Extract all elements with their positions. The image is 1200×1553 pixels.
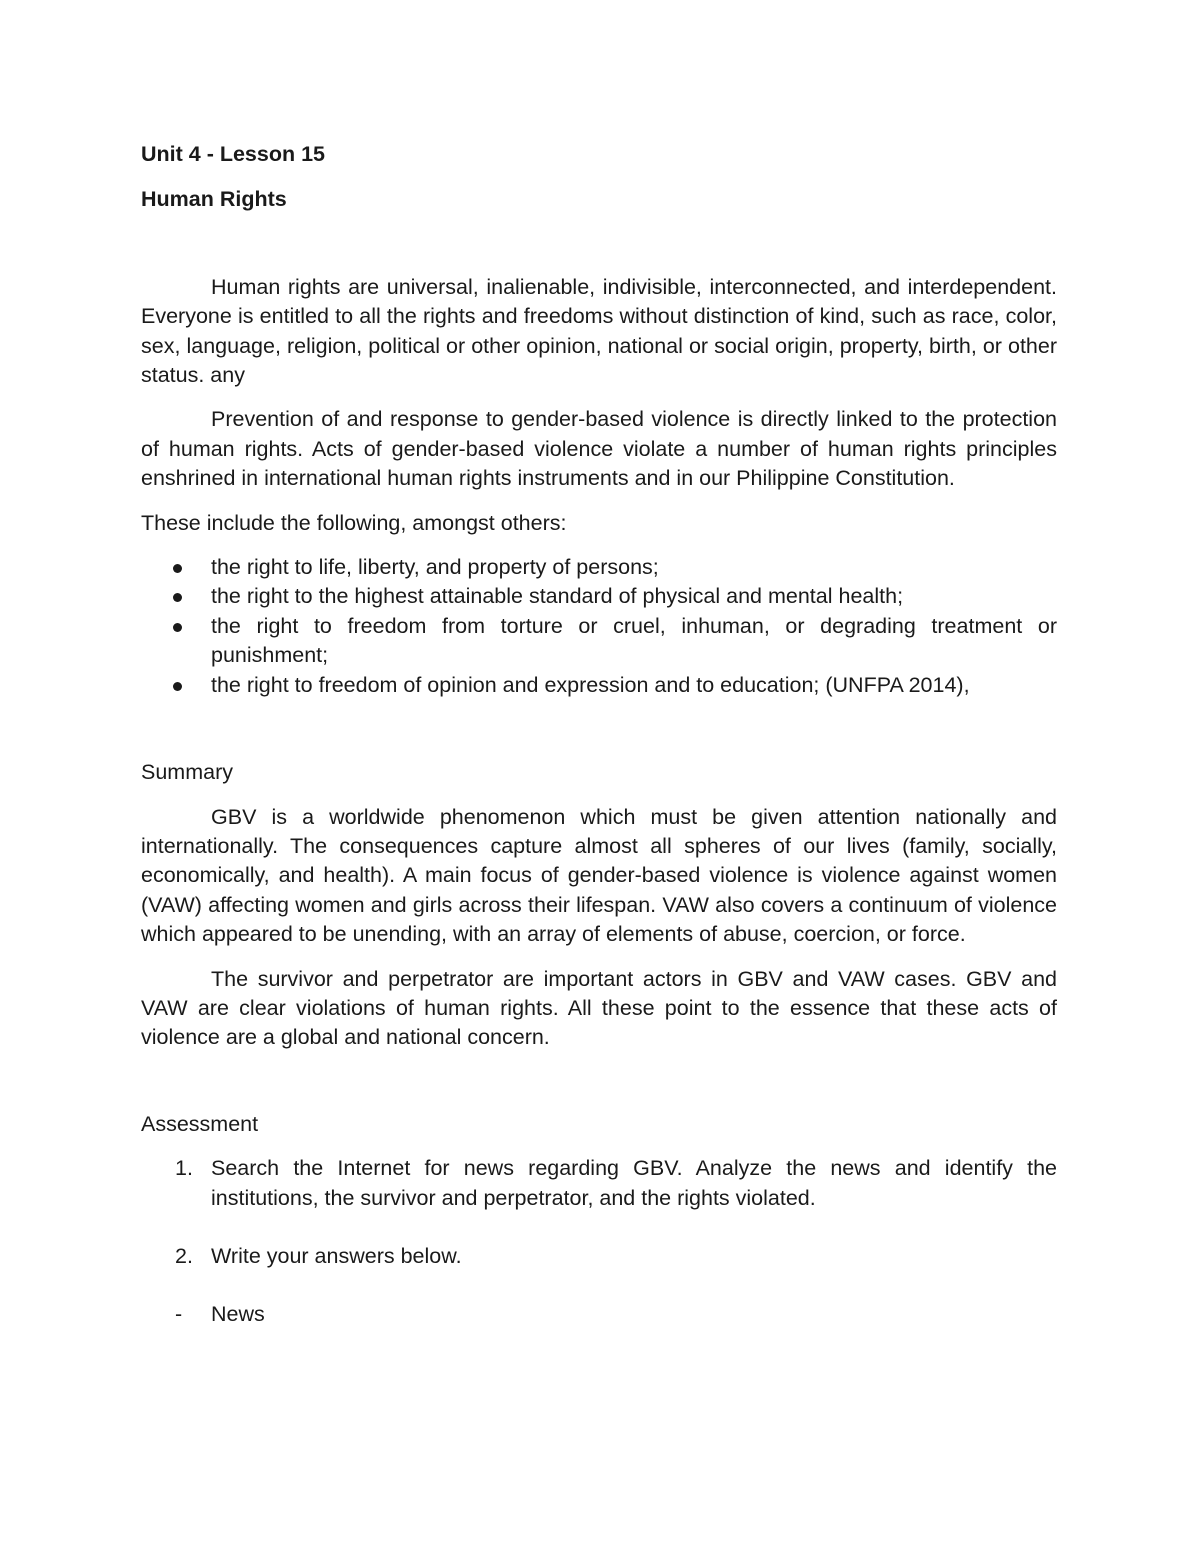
- list-item-text: Write your answers below.: [211, 1243, 462, 1268]
- list-item: [141, 671, 1057, 700]
- news-item: [141, 1300, 1057, 1329]
- list-item: [141, 612, 1057, 671]
- list-number: 1.: [175, 1156, 193, 1181]
- dash-marker: -: [175, 1302, 183, 1327]
- list-item-text: the right to the highest attainable standard of physical and mental health;: [211, 584, 904, 609]
- bullet-icon: [173, 682, 182, 691]
- list-item-text: the right to freedom from torture or cruel, inhuman, or degrading treatment or punishment;: [211, 613, 1057, 668]
- list-item: [141, 553, 1057, 582]
- summary-paragraph: The survivor and perpetrator are important actors in GBV and VAW cases. GBV and VAW are clear violations of human rights. All these point to the essence that these acts of violence are a global and national concern.: [141, 966, 1057, 1050]
- list-item-text: the right to life, liberty, and property of persons;: [211, 555, 659, 580]
- assessment-list: [141, 1154, 1057, 1271]
- list-item-text: Search the Internet for news regarding GBV. Analyze the news and identify the institutions, the survivor and perpetrator, and the rights violated.: [211, 1156, 1057, 1210]
- summary-paragraph: GBV is a worldwide phenomenon which must be given attention nationally and internationally. The consequences capture almost all spheres of our lives (family, socially, economically, and health). A main focus of gender-based violence is violence against women (VAW) affecting women and girls across their lifespan. VAW also covers a continuum of violence which appeared to be unending, with an array of elements of abuse, coercion, or force.: [141, 804, 1057, 947]
- summary-title: Summary: [141, 760, 233, 785]
- bullet-icon: [173, 623, 182, 632]
- bullet-icon: [173, 593, 182, 602]
- rights-list-lead: These include the following, amongst others:: [141, 510, 567, 535]
- assessment-title: Assessment: [141, 1111, 259, 1136]
- lesson-heading: Unit 4 - Lesson 15: [141, 142, 325, 166]
- list-item-text: the right to freedom of opinion and expression and to education; (UNFPA 2014),: [211, 672, 970, 697]
- intro-paragraph: Human rights are universal, inalienable, indivisible, interconnected, and interdependent. Everyone is entitled to all the rights and freedoms without distinction of kind, such as race, color, sex, language, religion, political or other opinion, national or social origin, property, birth, or other status. any: [141, 274, 1057, 388]
- list-item: [141, 1242, 1057, 1271]
- list-number: 2.: [175, 1243, 193, 1268]
- list-item: [141, 582, 1057, 611]
- document-page: [141, 140, 1057, 1330]
- topic-title: Human Rights: [141, 187, 287, 212]
- list-item: [141, 1154, 1057, 1213]
- bullet-icon: [173, 564, 182, 573]
- rights-list: [141, 553, 1057, 700]
- news-label: News: [211, 1302, 265, 1327]
- intro-paragraph: Prevention of and response to gender-based violence is directly linked to the protection of human rights. Acts of gender-based violence violate a number of human rights principles enshrined in international human rights instruments and in our Philippine Constitution.: [141, 407, 1057, 491]
